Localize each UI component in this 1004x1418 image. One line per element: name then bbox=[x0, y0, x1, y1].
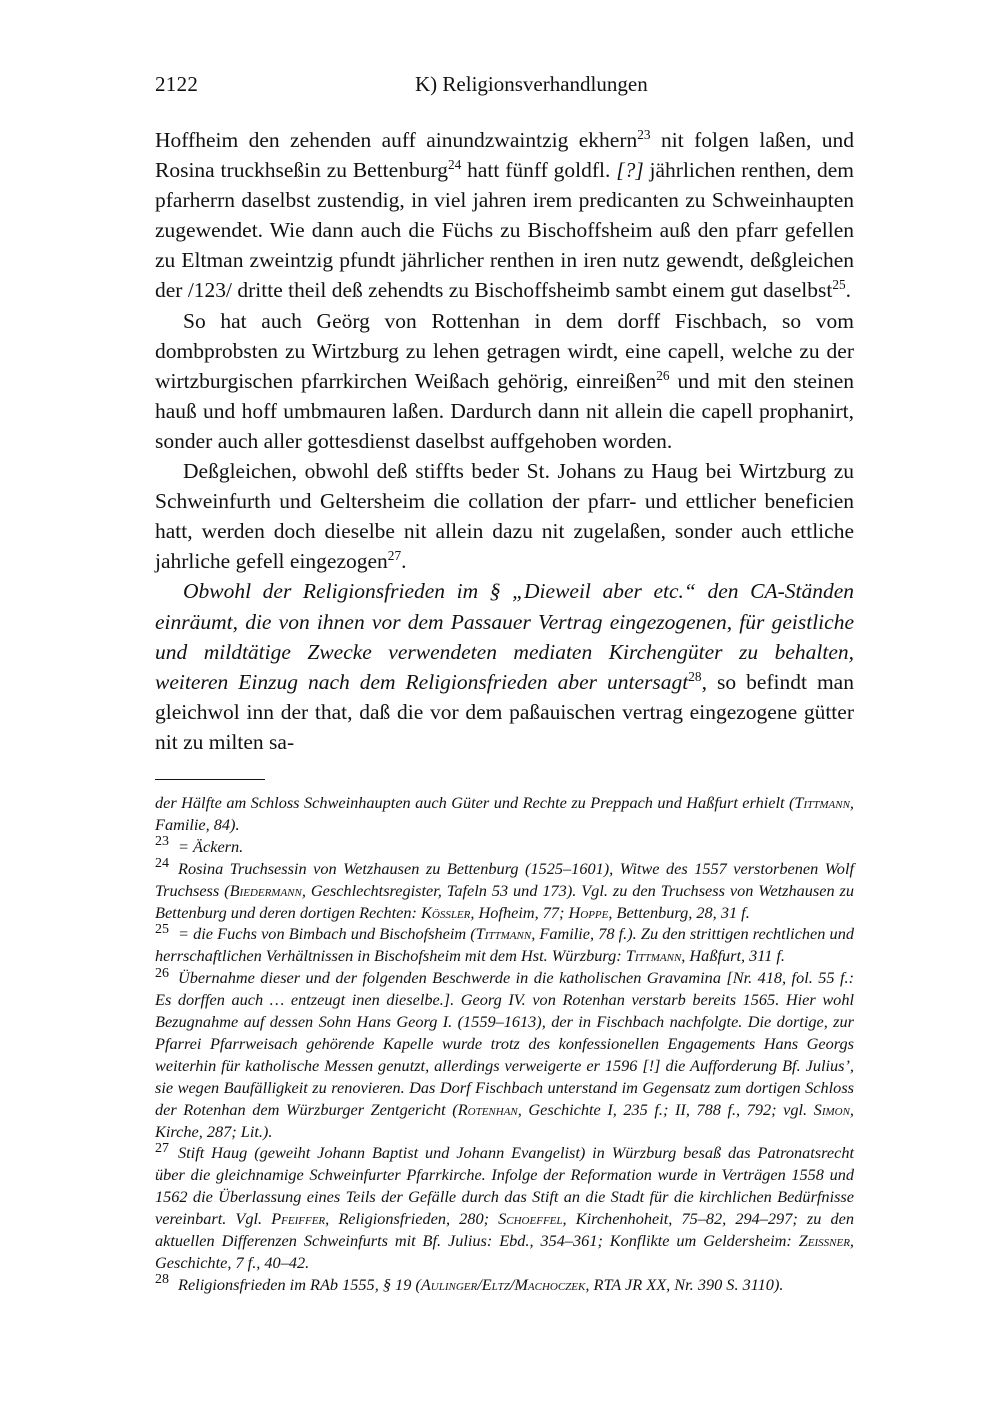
paragraph-4: Obwohl der Religionsfrieden im § „Dieweil aber etc.“ den CA-Ständen einräumt, die von ihnen vor dem Passauer Vertrag eingezogenen, für geistliche und mildtätige Zwecke verwendeten mediaten Kirchengüter zu behalten, weiteren Einzug nach dem Religionsfrieden aber untersagt$^{28}$, so befindt man gleichwol inn der that, daß die vor dem paßauischen vertrag eingezogene gütter nit zu milten sa- bbox=[155, 579, 854, 754]
footnote-24: 24 Rosina Truchsessin von Wetzhausen zu Bettenburg (1525–1601), Witwe des 1557 verstorbenen Wolf Truchsess (Biedermann, Geschlechtsregister, Tafeln 53 und 173). Vgl. zu den Truchsess von Wetzhausen zu Bettenburg und deren dortigen Rechten: Kössler, Hofheim, 77; Hoppe, Bettenburg, 28, 31 f. bbox=[155, 856, 854, 922]
paragraph-2: So hat auch Geörg von Rottenhan in dem dorff Fischbach, so vom dombprobsten zu Wirtzburg zu lehen getragen wirdt, eine capell, welche zu der wirtzburgischen pfarrkirchen Weißach gehörig, einreißen$^{26}$ und mit den steinen hauß und hoff umbmauren laßen. Dardurch dann nit allein die capell prophanirt, sonder auch aller gottesdienst daselbst auffgehoben worden. bbox=[155, 308, 854, 453]
footnote-ref-28[interactable]: 28 bbox=[688, 668, 702, 684]
footnote-number-26: 26 bbox=[155, 965, 169, 981]
footnote-continuation: der Hälfte am Schloss Schweinhaupten auch Güter und Rechte zu Preppach und Haßfurt erhielt (Tittmann, Familie, 84). bbox=[155, 792, 854, 834]
footnote-ref-25[interactable]: 25 bbox=[832, 277, 846, 293]
footnote-25: 25 = die Fuchs von Bimbach und Bischofsheim (Tittmann, Familie, 78 f.). Zu den strittigen rechtlichen und herrschaftlichen Verhältnissen in Bischofsheim mit dem Hst. Würzburg: Tittmann, Haßfurt, 311 f. bbox=[155, 921, 854, 966]
footnotes bbox=[155, 792, 854, 1296]
editorial-summary: Obwohl der Religionsfrieden im § „Dieweil aber etc.“ den CA-Ständen einräumt, die von ihnen vor dem Passauer Vertrag eingezogenen, für geistliche und mildtätige Zwecke verwendeten mediaten Kirchengüter zu behalten, weiteren Einzug nach dem Religionsfrieden aber untersagt bbox=[155, 579, 854, 694]
editorial-query: [?] bbox=[616, 158, 644, 183]
footnote-number-25: 25 bbox=[155, 921, 169, 937]
footnote-separator bbox=[155, 779, 265, 780]
footnote-number-27: 27 bbox=[155, 1141, 169, 1157]
footnote-27: 27 Stift Haug (geweiht Johann Baptist und Johann Evangelist) in Würzburg besaß das Patronatsrecht über die gleichnamige Schweinfurter Pfarrkirche. Infolge der Reformation wurde in Verträgen 1558 und 1562 die Überlassung eines Teils der Gefälle durch das Stift an die Stadt für die kirchlichen Bedürfnisse vereinbart. Vgl. Pfeiffer, Religionsfrieden, 280; Schoeffel, Kirchenhoheit, 75–82, 294–297; zu den aktuellen Differenzen Schweinfurts mit Bf. Julius: Ebd., 354–361; Konflikte um Geldersheim: Zeissner, Geschichte, 7 f., 40–42. bbox=[155, 1141, 854, 1272]
running-head bbox=[155, 72, 854, 97]
page-number: 2122 bbox=[155, 72, 199, 96]
footnote-26: 26 Übernahme dieser und der folgenden Beschwerde in die katholischen Gravamina [Nr. 418, fol. 55 f.: Es dorffen auch … entzeugt inen dieselbe.]. Georg IV. von Rotenhan verstarb bereits 1565. Hier wohl Bezugnahme auf dessen Sohn Hans Georg I. (1559–1613), der in Fischbach nachfolgte. Die dortige, zur Pfarrei Pfarrweisach gehörende Kapelle wurde trotz des konfessionellen Engagements Hans Georgs weiterhin für katholische Messen genutzt, allerdings verweigerte er 1596 [!] die Aufforderung Bf. Julius’, sie wegen Baufälligkeit zu renovieren. Das Dorf Fischbach unterstand im Gegensatz zum dortigen Schloss der Rotenhan dem Würzburger Zentgericht (Rotenhan, Geschichte I, 235 f.; II, 788 f., 792; vgl. Simon, Kirche, 287; Lit.). bbox=[155, 965, 854, 1141]
footnote-ref-24[interactable]: 24 bbox=[447, 156, 462, 172]
footnote-ref-26[interactable]: 26 bbox=[656, 367, 670, 383]
footnote-number-23: 23 bbox=[155, 834, 169, 850]
footnote-28: 28 Religionsfrieden im RAb 1555, § 19 (Aulinger/Eltz/Machoczek, RTA JR XX, Nr. 390 S. 3110). bbox=[155, 1272, 784, 1294]
paragraph-3: Deßgleichen, obwohl deß stiffts beder St. Johans zu Haug bei Wirtzburg zu Schweinfurth und Geltersheim die collation der pfarr- und ettlicher beneficien hatt, werden doch dieselbe nit allein dazu nit zugelaßen, sonder auch ettliche jahrliche gefell eingezogen$^{27}$. bbox=[155, 459, 854, 574]
footnote-number-24: 24 bbox=[155, 856, 169, 872]
footnote-number-28: 28 bbox=[155, 1272, 169, 1288]
body-text bbox=[155, 125, 854, 757]
footnote-23: 23 = Äckern. bbox=[155, 834, 244, 856]
footnote-ref-23[interactable]: 23 bbox=[637, 126, 651, 142]
running-head-title: K) Religionsverhandlungen bbox=[415, 72, 648, 96]
footnote-ref-27[interactable]: 27 bbox=[387, 548, 402, 564]
paragraph-1: Hoffheim den zehenden auff ainundzwaintzig ekhern$^{23}$ nit folgen laßen, und Rosina truckhseßin zu Bettenburg$^{24}$ hatt fünff goldfl. [?] jährlichen renthen, dem pfarherrn daselbst zustendig, in viel jahren irem predicanten zu Schweinhaupten zugewendet. Wie dann auch die Füchs zu Bischoffsheim auß den pfarr gefellen zu Eltman zweintzig pfundt jährlicher renthen in iren nutz gewendt, deßgleichen der /123/ dritte theil deß zehendts zu Bischoffsheimb sambt einem gut daselbst$^{25}$. bbox=[155, 126, 855, 303]
